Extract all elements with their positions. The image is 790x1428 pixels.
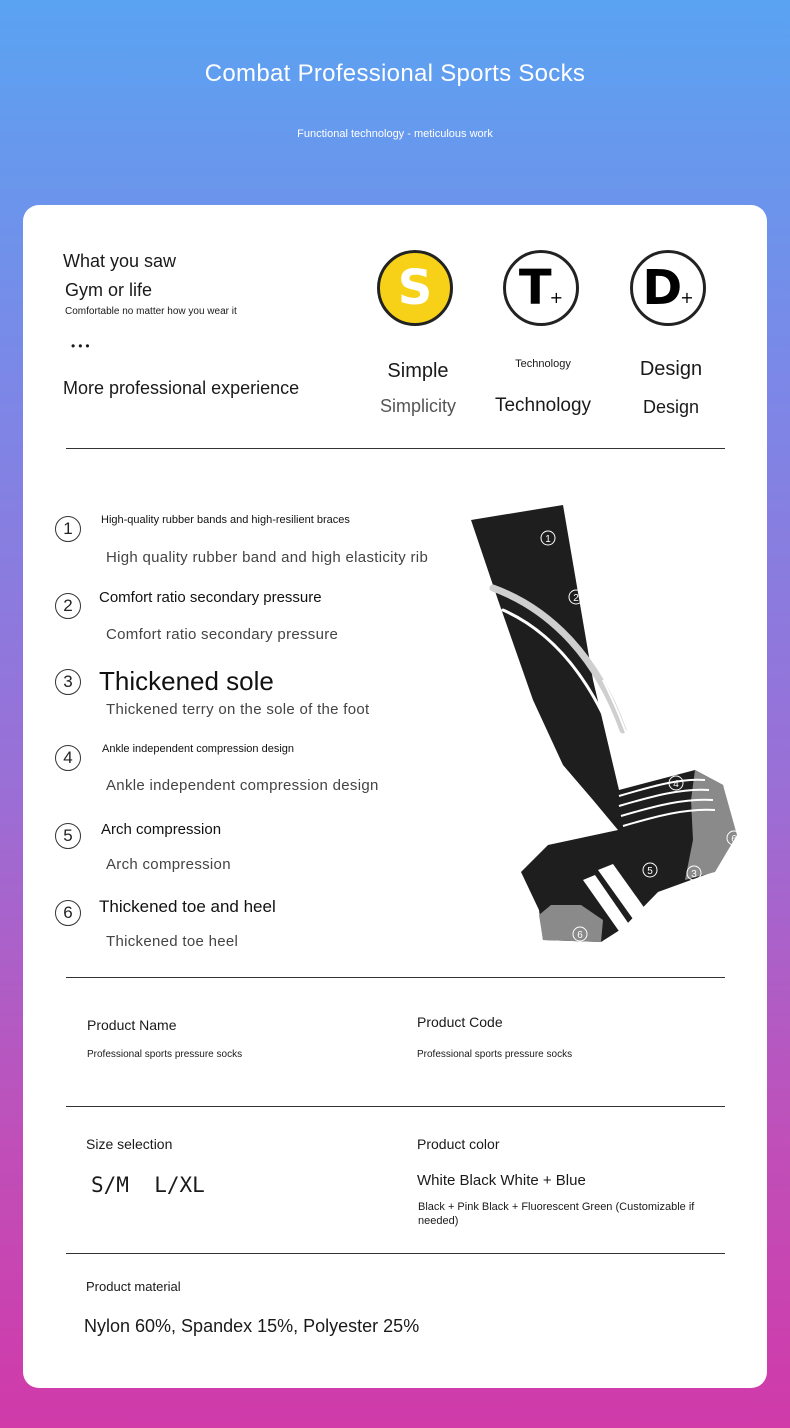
- divider: [66, 977, 725, 978]
- pillar-sub-design: Design: [642, 397, 700, 417]
- feature-number-4: 4: [55, 745, 81, 771]
- size-label: Size selection: [86, 1136, 173, 1152]
- what-you-saw: What you saw: [63, 251, 177, 271]
- design-logo: [630, 250, 706, 326]
- feature-number-2: 2: [55, 593, 81, 619]
- product-color-value-2: Black + Pink Black + Fluorescent Green (Customizable if needed): [418, 1201, 695, 1227]
- plus-icon: +: [680, 287, 694, 307]
- feature-title-2: Comfort ratio secondary pressure: [99, 589, 322, 606]
- hero-title: Combat Professional Sports Socks: [204, 60, 586, 87]
- feature-sub-1: High quality rubber band and high elasticity rib: [106, 549, 429, 566]
- product-color-value-1: White Black White + Blue: [417, 1172, 586, 1189]
- feature-title-6: Thickened toe and heel: [99, 897, 276, 916]
- comfortable-note: Comfortable no matter how you wear it: [65, 306, 237, 317]
- sock-illustration: [423, 500, 753, 960]
- simple-logo: [377, 250, 453, 326]
- divider: [66, 448, 725, 449]
- sock-marker-6-heel: 6: [731, 834, 737, 845]
- product-name-value: Professional sports pressure socks: [87, 1049, 243, 1060]
- product-color-label: Product color: [417, 1136, 500, 1152]
- sock-marker-3: 3: [691, 869, 697, 880]
- plus-icon: +: [549, 287, 564, 307]
- sock-marker-6-toe: 6: [577, 930, 583, 941]
- product-code-value: Professional sports pressure socks: [417, 1049, 573, 1060]
- feature-sub-5: Arch compression: [106, 856, 231, 873]
- feature-number-1: 1: [55, 516, 81, 542]
- product-card: [23, 205, 767, 1388]
- product-name-label: Product Name: [87, 1017, 177, 1033]
- material-value: Nylon 60%, Spandex 15%, Polyester 25%: [84, 1316, 420, 1336]
- feature-number-3: 3: [55, 669, 81, 695]
- t-letter-icon: T: [518, 260, 552, 316]
- pillar-label-simple: Simple: [387, 360, 449, 382]
- gym-or-life: Gym or life: [65, 280, 153, 300]
- feature-title-4: Ankle independent compression design: [102, 743, 295, 755]
- s-letter-icon: S: [397, 260, 433, 316]
- technology-logo: [503, 250, 579, 326]
- pillar-sub-simple: Simplicity: [379, 396, 456, 416]
- feature-sub-3: Thickened terry on the sole of the foot: [106, 701, 370, 718]
- hero-subtitle: Functional technology - meticulous work: [297, 128, 493, 140]
- sock-marker-1: 1: [545, 534, 551, 545]
- divider: [66, 1106, 725, 1107]
- product-code-label: Product Code: [417, 1014, 503, 1030]
- feature-sub-4: Ankle independent compression design: [106, 777, 379, 794]
- d-letter-icon: D: [642, 260, 683, 316]
- feature-number-6: 6: [55, 900, 81, 926]
- pillar-note-technology: Technology: [515, 358, 571, 370]
- feature-title-1: High-quality rubber bands and high-resilient braces: [101, 514, 350, 526]
- more-professional: More professional experience: [63, 378, 300, 398]
- dots: •••: [71, 339, 93, 353]
- feature-title-5: Arch compression: [101, 821, 222, 838]
- sock-marker-2: 2: [573, 593, 579, 604]
- pillar-label-design: Design: [639, 358, 703, 380]
- sock-marker-4: 4: [673, 779, 679, 790]
- size-value: S/M L/XL: [91, 1173, 205, 1197]
- feature-sub-2: Comfort ratio secondary pressure: [106, 626, 339, 643]
- feature-number-5: 5: [55, 823, 81, 849]
- sock-marker-5: 5: [647, 866, 653, 877]
- pillar-sub-technology: Technology: [494, 395, 592, 416]
- feature-sub-6: Thickened toe heel: [106, 933, 239, 950]
- divider: [66, 1253, 725, 1254]
- feature-title-3: Thickened sole: [99, 666, 274, 696]
- material-label: Product material: [86, 1279, 181, 1294]
